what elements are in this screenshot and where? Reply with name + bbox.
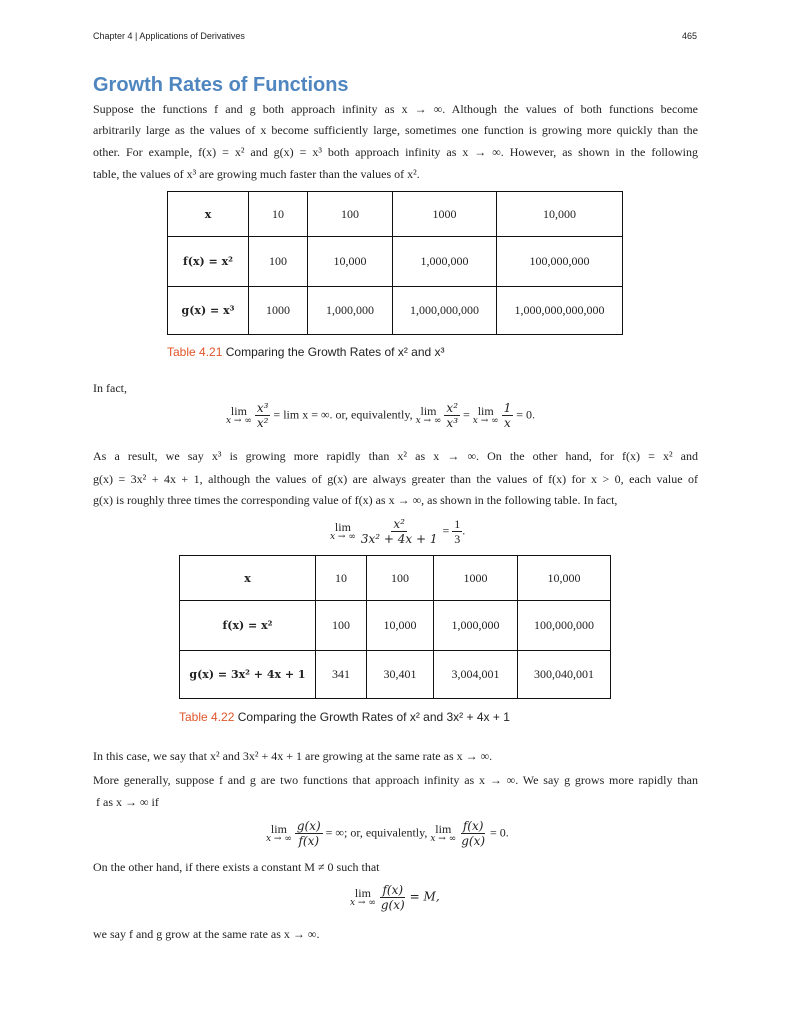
paragraph-1-line-2: arbitrarily large as the values of x become sufficiently large, sometimes one function is growing more quickly than the	[93, 123, 698, 137]
table-4-21	[167, 191, 623, 335]
table-cell: 100,000,000	[497, 237, 623, 287]
table-row	[180, 651, 611, 699]
table-header-row	[168, 192, 623, 237]
table-header-cell: 10,000	[497, 192, 623, 237]
table-caption-4-22	[179, 710, 510, 724]
table-cell: 100	[316, 601, 367, 651]
paragraph-3: In this case, we say that x² and 3x² + 4x + 1 are growing at the same rate as x → ∞.	[93, 749, 493, 763]
table-cell: 100,000,000	[518, 601, 611, 651]
paragraph-2-line-3: g(x) is roughly three times the corresponding value of f(x) as x → ∞, as shown in the following table. In fact,	[93, 493, 618, 507]
paragraph-2-line-1: As a result, we say x³ is growing more rapidly than x² as x → ∞. On the other hand, for f(x) = x² and	[93, 449, 698, 463]
table-cell: 1000	[249, 287, 308, 335]
equation-2: lim x → ∞ $\frac{\text{x²}}{\text{3x² + 4x + 1}}$ = $\frac{1}{3}$ .	[330, 517, 466, 546]
paragraph-6: we say f and g grow at the same rate as x → ∞.	[93, 927, 320, 941]
table-header-cell: 10	[316, 556, 367, 601]
table-row	[168, 237, 623, 287]
table-row-header: f(x) = x²	[180, 601, 316, 651]
table-caption-text: Comparing the Growth Rates of x² and x³	[225, 345, 445, 359]
table-header-cell: 10,000	[518, 556, 611, 601]
table-cell: 100	[249, 237, 308, 287]
table-row-header: f(x) = x²	[168, 237, 249, 287]
table-cell: 10,000	[308, 237, 393, 287]
table-cell: 1,000,000,000	[393, 287, 497, 335]
table-header-cell: 1000	[393, 192, 497, 237]
table-header-cell: x	[180, 556, 316, 601]
table-cell: 1,000,000	[393, 237, 497, 287]
table-cell: 1,000,000,000,000	[497, 287, 623, 335]
paragraph-1-line-3: other. For example, f(x) = x² and g(x) = x³ both approach infinity as x → ∞. However, as shown in the following	[93, 145, 698, 159]
table-row-header: g(x) = 3x² + 4x + 1	[180, 651, 316, 699]
table-header-cell: x	[168, 192, 249, 237]
equation-3: lim x → ∞ $\frac{g(x)}{f(x)}$ = ∞; or, equivalently, lim x → ∞ $\frac{f(x)}{g(x)}$ = 0.	[266, 819, 509, 848]
table-header-row	[180, 556, 611, 601]
table-cell: 1,000,000	[308, 287, 393, 335]
table-row-header: g(x) = x³	[168, 287, 249, 335]
running-header-chapter: Chapter 4 | Applications of Derivatives	[93, 31, 245, 41]
equation-4: lim x → ∞ $\frac{f(x)}{g(x)}$ = M,	[350, 883, 440, 912]
paragraph-1-line-4: table, the values of x³ are growing much faster than the values of x².	[93, 167, 420, 181]
table-cell: 3,004,001	[434, 651, 518, 699]
table-caption-4-21	[167, 345, 445, 359]
table-cell: 1,000,000	[434, 601, 518, 651]
section-title: Growth Rates of Functions	[93, 74, 349, 96]
paragraph-2-line-2: g(x) = 3x² + 4x + 1, although the values of g(x) are always greater than the values of f(x) for x > 0, each value of	[93, 472, 698, 486]
page-number: 465	[682, 31, 698, 41]
table-row	[168, 287, 623, 335]
table-header-cell: 100	[308, 192, 393, 237]
paragraph-4-line-2: f as x → ∞ if	[96, 795, 159, 809]
table-caption-text: Comparing the Growth Rates of x² and 3x² + 4x + 1	[237, 710, 510, 724]
table-header-cell: 100	[367, 556, 434, 601]
table-cell: 10,000	[367, 601, 434, 651]
table-cell: 341	[316, 651, 367, 699]
table-cell: 30,401	[367, 651, 434, 699]
table-cell: 300,040,001	[518, 651, 611, 699]
table-caption-label: Table 4.22	[179, 710, 235, 724]
paragraph-1-line-1: Suppose the functions f and g both approach infinity as x → ∞. Although the values of both functions become	[93, 102, 698, 116]
table-header-cell: 1000	[434, 556, 518, 601]
equation-1: lim x → ∞ $\frac{\text{x³}}{\text{x²}}$ = lim x = ∞. or, equivalently, lim x → ∞ $\frac{\text{x²}}{\text{x³}}$ = lim x → ∞ $\frac{1}{x}$ = 0.	[226, 401, 536, 430]
paragraph-4-line-1: More generally, suppose f and g are two functions that approach infinity as x → ∞. We say g grows more rapidly than	[93, 773, 698, 787]
table-row	[180, 601, 611, 651]
table-header-cell: 10	[249, 192, 308, 237]
in-fact-text: In fact,	[93, 381, 127, 395]
paragraph-5: On the other hand, if there exists a constant M ≠ 0 such that	[93, 860, 380, 874]
table-caption-label: Table 4.21	[167, 345, 223, 359]
table-4-22	[179, 555, 611, 699]
